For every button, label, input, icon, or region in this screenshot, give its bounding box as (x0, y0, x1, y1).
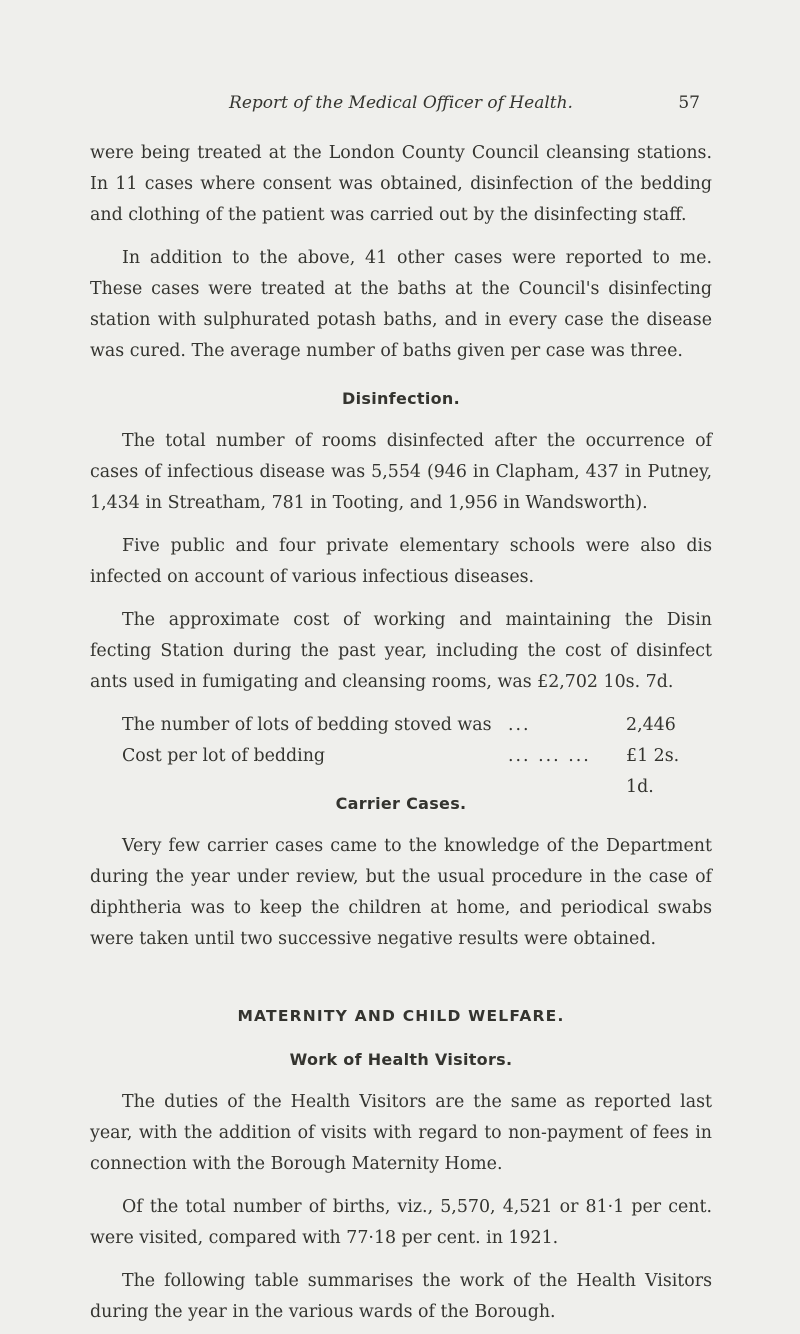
paragraph-table-intro: The following table summarises the work of the Health Visitors during the year in the various wards of the Borough. (90, 1271, 712, 1322)
paragraph-rooms-disinfected: The total number of rooms disinfected after the occurrence of cases of infectious disease was 5,554 (946 in Clapham, 437 in Putney, 1,434 in Streatham, 781 in Tooting, and 1,956 in Wandsworth). (90, 431, 712, 513)
stat-row-bedding-stoved (90, 710, 712, 741)
stat-row-cost-per-lot (90, 741, 712, 797)
heading-health-visitors: Work of Health Visitors. (289, 1050, 513, 1069)
heading-carrier-cases: Carrier Cases. (335, 794, 467, 813)
paragraph-other-cases: In addition to the above, 41 other cases were reported to me. These cases were treated at the baths at the Council's disinfecting station with sulphurated potash baths, and in every case the disease was cured. The average number of baths given per case was three. (90, 248, 712, 361)
heading-disinfection: Disinfection. (342, 389, 460, 408)
stat-leader-dots: ... ... ... (508, 746, 591, 766)
stat-value: 2,446 (626, 715, 676, 735)
stat-value: £1 2s. 1d. (626, 746, 680, 797)
paragraph-schools-disinfected: Five public and four private elementary schools were also dis infected on account of various infectious diseases. (90, 536, 712, 587)
document-page (90, 88, 712, 1328)
paragraph-births-visited: Of the total number of births, viz., 5,570, 4,521 or 81·1 per cent. were visited, compared with 77·18 per cent. in 1921. (90, 1197, 712, 1248)
stat-label: The number of lots of bedding stoved was (122, 715, 492, 735)
heading-maternity-child-welfare: MATERNITY AND CHILD WELFARE. (237, 1007, 565, 1025)
paragraph-cleansing-stations: were being treated at the London County Council cleansing stations. In 11 cases where consent was obtained, disinfection of the bedding and clothing of the patient was carried out by the disinfecting staff. (90, 143, 712, 225)
page-number: 57 (678, 93, 700, 113)
running-title: Report of the Medical Officer of Health. (229, 93, 573, 113)
running-header (90, 88, 712, 120)
paragraph-duties: The duties of the Health Visitors are the same as reported last year, with the addition of visits with regard to non-payment of fees in connection with the Borough Maternity Home. (90, 1092, 712, 1174)
paragraph-disinfecting-cost: The approximate cost of working and maintaining the Disin fecting Station during the past year, including the cost of disinfect ants used in fumigating and cleansing rooms, was £2,702 10s. 7d. (90, 610, 712, 692)
paragraph-carrier-cases: Very few carrier cases came to the knowledge of the Department during the year under review, but the usual procedure in the case of diphtheria was to keep the children at home, and periodical swabs were taken until two successive negative results were obtained. (90, 836, 712, 949)
stat-label: Cost per lot of bedding (122, 746, 326, 766)
stat-leader-dots: ... (508, 715, 531, 735)
